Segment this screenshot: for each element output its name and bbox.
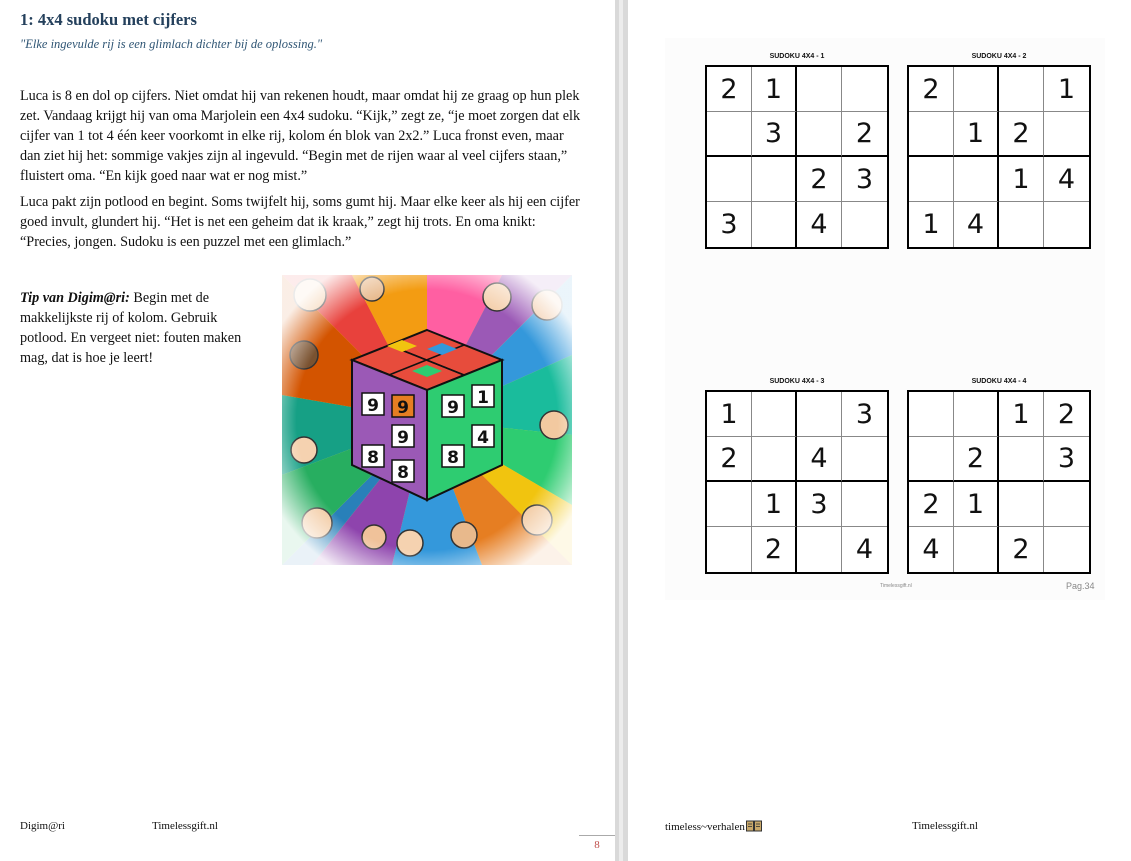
sudoku-title-4: SUDOKU 4X4 - 4 [971, 378, 1027, 385]
sudoku-cell: 4 [797, 202, 842, 247]
sudoku-cell: 2 [999, 527, 1044, 572]
sudoku-cell [707, 112, 752, 157]
sudoku-cell [797, 527, 842, 572]
tip-label: Tip van Digim@ri: [20, 290, 130, 306]
sudoku-cell [909, 437, 954, 482]
sudoku-title-1: SUDOKU 4X4 - 1 [769, 53, 825, 60]
sudoku-grid-4 [907, 390, 1091, 574]
sudoku-cell: 1 [909, 202, 954, 247]
sudoku-cell [999, 437, 1044, 482]
sudoku-cell: 2 [752, 527, 797, 572]
sudoku-cell: 1 [752, 67, 797, 112]
sudoku-cell [954, 527, 999, 572]
sudoku-cell [999, 202, 1044, 247]
tip-text: Begin met de makkelijkste rij of kolom. Gebruik potlood. En vergeet niet: fouten maken mag, dat is hoe je leert! [20, 290, 242, 366]
footer-author: Digim@ri [20, 820, 65, 832]
sudoku-grid-1 [705, 65, 889, 249]
sudoku-cell: 1 [954, 112, 999, 157]
sudoku-cell: 2 [797, 157, 842, 202]
sudoku-cell: 1 [954, 482, 999, 527]
sudoku-cell: 3 [707, 202, 752, 247]
sudoku-cell [909, 157, 954, 202]
page-number: 8 [594, 839, 600, 851]
sheet-site-text: Timelessgift.nl [880, 583, 912, 589]
sudoku-cell [1044, 202, 1089, 247]
sudoku-cell: 3 [752, 112, 797, 157]
sudoku-cell [752, 392, 797, 437]
story-paragraph-2: Luca pakt zijn potlood en begint. Soms twijfelt hij, soms gumt hij. Maar elke keer als hij een cijfer goed invult, glundert hij. “Het is net een geheim dat ik kraak,” zegt hij trots. En oma knikt: “Precies, jongen. Sudoku is een puzzel met een glimlach.” [20, 194, 580, 250]
sudoku-cell [954, 157, 999, 202]
sudoku-cell: 3 [842, 157, 887, 202]
sudoku-cell [842, 67, 887, 112]
footer-series [665, 820, 762, 833]
sudoku-cell [909, 112, 954, 157]
sudoku-cell: 4 [1044, 157, 1089, 202]
sudoku-cell: 1 [999, 392, 1044, 437]
sudoku-cell [842, 437, 887, 482]
sudoku-cell [1044, 527, 1089, 572]
sudoku-cell [954, 67, 999, 112]
sheet-page-label: Pag.34 [1066, 581, 1095, 591]
sudoku-cell: 3 [797, 482, 842, 527]
page-subtitle: "Elke ingevulde rij is een glimlach dichter bij de oplossing." [20, 37, 323, 51]
sudoku-cell [999, 67, 1044, 112]
sudoku-cell [752, 157, 797, 202]
sudoku-cell [1044, 482, 1089, 527]
sudoku-cell [954, 392, 999, 437]
sudoku-cell: 1 [707, 392, 752, 437]
footer-site-link[interactable]: Timelessgift.nl [152, 820, 218, 832]
sudoku-cell: 2 [954, 437, 999, 482]
sudoku-cell: 1 [1044, 67, 1089, 112]
sudoku-cell: 3 [1044, 437, 1089, 482]
sudoku-cell [707, 157, 752, 202]
footer-site-link-right[interactable]: Timelessgift.nl [912, 820, 978, 832]
page-number-rule [579, 835, 615, 836]
sudoku-cell [752, 202, 797, 247]
sudoku-cell: 2 [909, 67, 954, 112]
tip-box [20, 288, 265, 368]
sudoku-title-3: SUDOKU 4X4 - 3 [769, 378, 825, 385]
story-paragraph-1: Luca is 8 en dol op cijfers. Niet omdat hij van rekenen houdt, maar omdat hij ze graag op hun plek zet. Vandaag krijgt hij van oma Marjolein een 4x4 sudoku. “Kijk,” zegt ze, “je moet zorgen dat elk cijfer van 1 tot 4 één keer voorkomt in elke rij, kolom én blok van 2x2.” Luca fronst even, maar dan ziet hij het: sommige vakjes zijn al ingevuld. “Begin met de rijen waar al veel cijfers staan,” fluistert oma. “En kijk goed naar wat er nog mist.” [20, 88, 581, 184]
sudoku-cell: 2 [999, 112, 1044, 157]
sudoku-cell [909, 392, 954, 437]
sudoku-cell [1044, 112, 1089, 157]
page-title: 1: 4x4 sudoku met cijfers [20, 10, 197, 29]
sudoku-grid-3 [705, 390, 889, 574]
footer-series-label: timeless~verhalen [665, 821, 745, 833]
sudoku-cell [707, 527, 752, 572]
book-icon [746, 820, 762, 832]
sudoku-cell: 1 [999, 157, 1044, 202]
sudoku-cell: 3 [842, 392, 887, 437]
sudoku-cell: 2 [707, 437, 752, 482]
sudoku-grid-2 [907, 65, 1091, 249]
sudoku-cell [842, 482, 887, 527]
sudoku-cell: 1 [752, 482, 797, 527]
sudoku-cell [842, 202, 887, 247]
book-gutter [615, 0, 628, 861]
sudoku-cell [797, 392, 842, 437]
sudoku-cube-illustration [282, 275, 572, 565]
sudoku-cell: 2 [909, 482, 954, 527]
sudoku-cell: 2 [707, 67, 752, 112]
sudoku-cell [752, 437, 797, 482]
sudoku-cell: 4 [797, 437, 842, 482]
sudoku-cell: 4 [909, 527, 954, 572]
sudoku-cell: 2 [1044, 392, 1089, 437]
sudoku-cell [797, 67, 842, 112]
sudoku-cell [797, 112, 842, 157]
sudoku-cell: 4 [855, 534, 874, 565]
sudoku-cell [999, 482, 1044, 527]
sudoku-title-2: SUDOKU 4X4 - 2 [971, 53, 1027, 60]
sudoku-cell: 4 [954, 202, 999, 247]
sudoku-cell: 2 [842, 112, 887, 157]
sudoku-cell [707, 482, 752, 527]
